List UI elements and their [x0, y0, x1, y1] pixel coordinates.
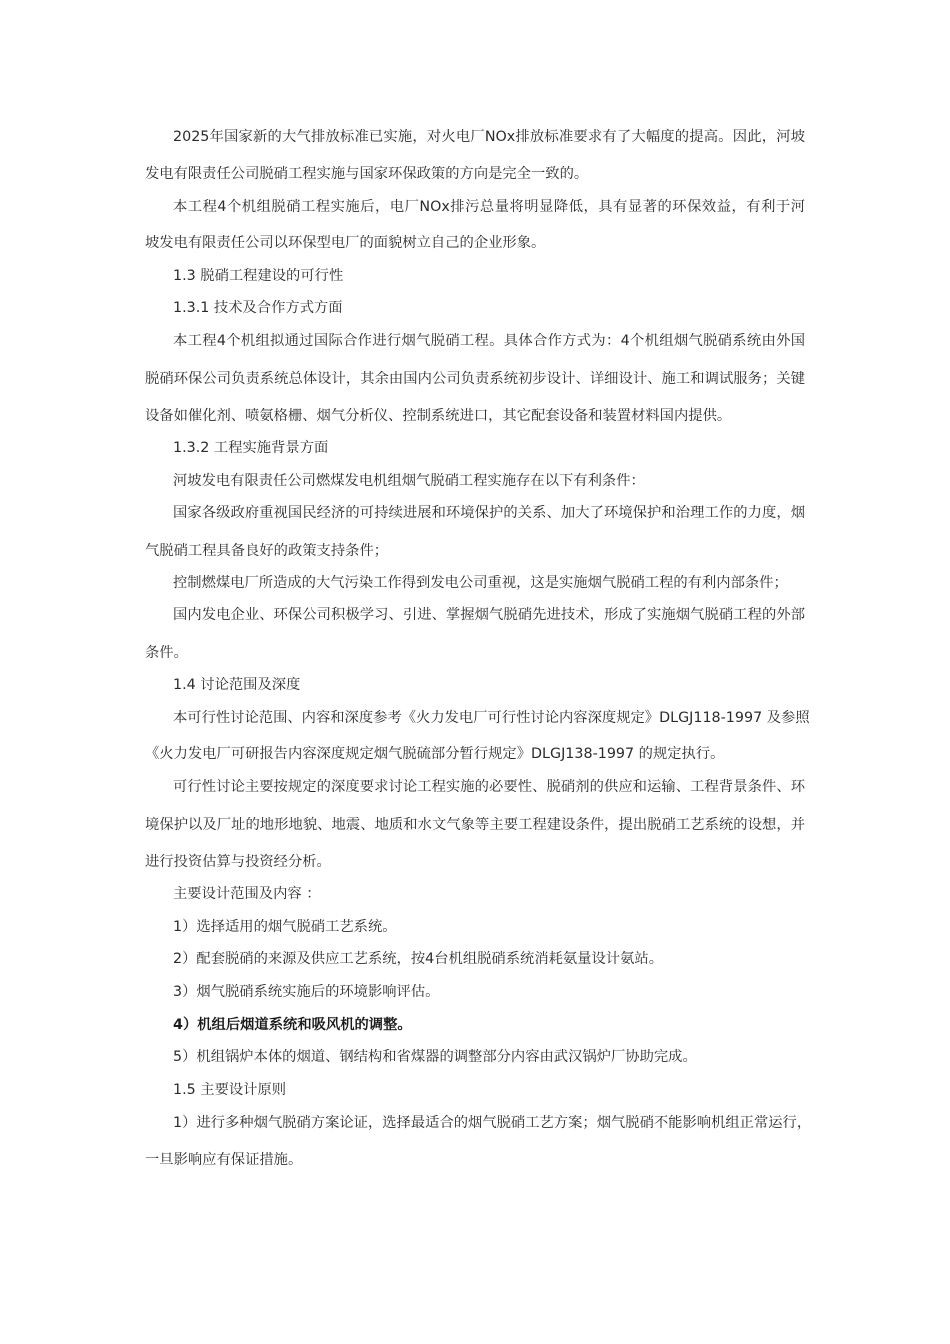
paragraph-line: 可行性讨论主要按规定的深度要求讨论工程实施的必要性、脱硝剂的供应和运输、工程背景条件、环 [173, 779, 805, 795]
paragraph-line: 条件。 [145, 645, 188, 661]
paragraph-line: 本工程4个机组拟通过国际合作进行烟气脱硝工程。具体合作方式为：4个机组烟气脱硝系统由外国 [173, 333, 805, 349]
paragraph-line: 控制燃煤电厂所造成的大气污染工作得到发电公司重视，这是实施烟气脱硝工程的有利内部条件； [173, 575, 788, 591]
paragraph-line: 国内发电企业、环保公司积极学习、引进、掌握烟气脱硝先进技术，形成了实施烟气脱硝工程的外部 [173, 607, 805, 623]
list-item: 4）机组后烟道系统和吸风机的调整。 [173, 1017, 412, 1033]
paragraph-line: 《火力发电厂可研报告内容深度规定烟气脱硫部分暂行规定》DLGJ138-1997 的规定执行。 [145, 746, 725, 762]
paragraph-line: 脱硝环保公司负责系统总体设计，其余由国内公司负责系统初步设计、详细设计、施工和调试服务；关键 [145, 371, 805, 387]
list-item: 5）机组锅炉本体的烟道、钢结构和省煤器的调整部分内容由武汉锅炉厂协助完成。 [173, 1049, 697, 1065]
paragraph-line: 坡发电有限责任公司以环保型电厂的面貌树立自己的企业形象。 [145, 235, 546, 251]
paragraph-line: 发电有限责任公司脱硝工程实施与国家环保政策的方向是完全一致的。 [145, 166, 589, 182]
list-item: 1）进行多种烟气脱硝方案论证，选择最适合的烟气脱硝工艺方案；烟气脱硝不能影响机组正常运行， [173, 1115, 812, 1131]
paragraph-line: 本工程4个机组脱硝工程实施后，电厂NOx排污总量将明显降低，具有显著的环保效益，有利于河 [173, 199, 805, 215]
paragraph-line: 主要设计范围及内容 ： [173, 886, 321, 902]
paragraph-line: 国家各级政府重视国民经济的可持续进展和环境保护的关系、加大了环境保护和治理工作的力度，烟 [173, 505, 805, 521]
section-heading: 1.5 主要设计原则 [173, 1082, 287, 1098]
paragraph-line: 气脱硝工程具备良好的政策支持条件； [145, 543, 389, 559]
section-heading: 1.3.2 工程实施背景方面 [173, 440, 329, 456]
paragraph-line: 本可行性讨论范围、内容和深度参考《火力发电厂可行性讨论内容深度规定》DLGJ118-1997 及参照 [173, 710, 810, 726]
list-item: 2）配套脱硝的来源及供应工艺系统，按4台机组脱硝系统消耗氨量设计氨站。 [173, 951, 663, 967]
list-item: 1）选择适用的烟气脱硝工艺系统。 [173, 919, 397, 935]
paragraph-line: 河坡发电有限责任公司燃煤发电机组烟气脱硝工程实施存在以下有利条件： [173, 473, 645, 489]
section-heading: 1.3 脱硝工程建设的可行性 [173, 268, 344, 284]
paragraph-line: 2025年国家新的大气排放标准已实施，对火电厂NOx排放标准要求有了大幅度的提高。因此，河坡 [173, 129, 805, 145]
paragraph-line: 设备如催化剂、喷氨格栅、烟气分析仪、控制系统进口，其它配套设备和装置材料国内提供。 [145, 408, 732, 424]
paragraph-line: 境保护以及厂址的地形地貌、地震、地质和水文气象等主要工程建设条件，提出脱硝工艺系统的设想，并 [145, 817, 805, 833]
list-item: 3）烟气脱硝系统实施后的环境影响评估。 [173, 984, 440, 1000]
paragraph-line: 进行投资估算与投资经分析。 [145, 854, 331, 870]
section-heading: 1.4 讨论范围及深度 [173, 677, 301, 693]
section-heading: 1.3.1 技术及合作方式方面 [173, 300, 343, 316]
paragraph-line: 一旦影响应有保证措施。 [145, 1152, 303, 1168]
